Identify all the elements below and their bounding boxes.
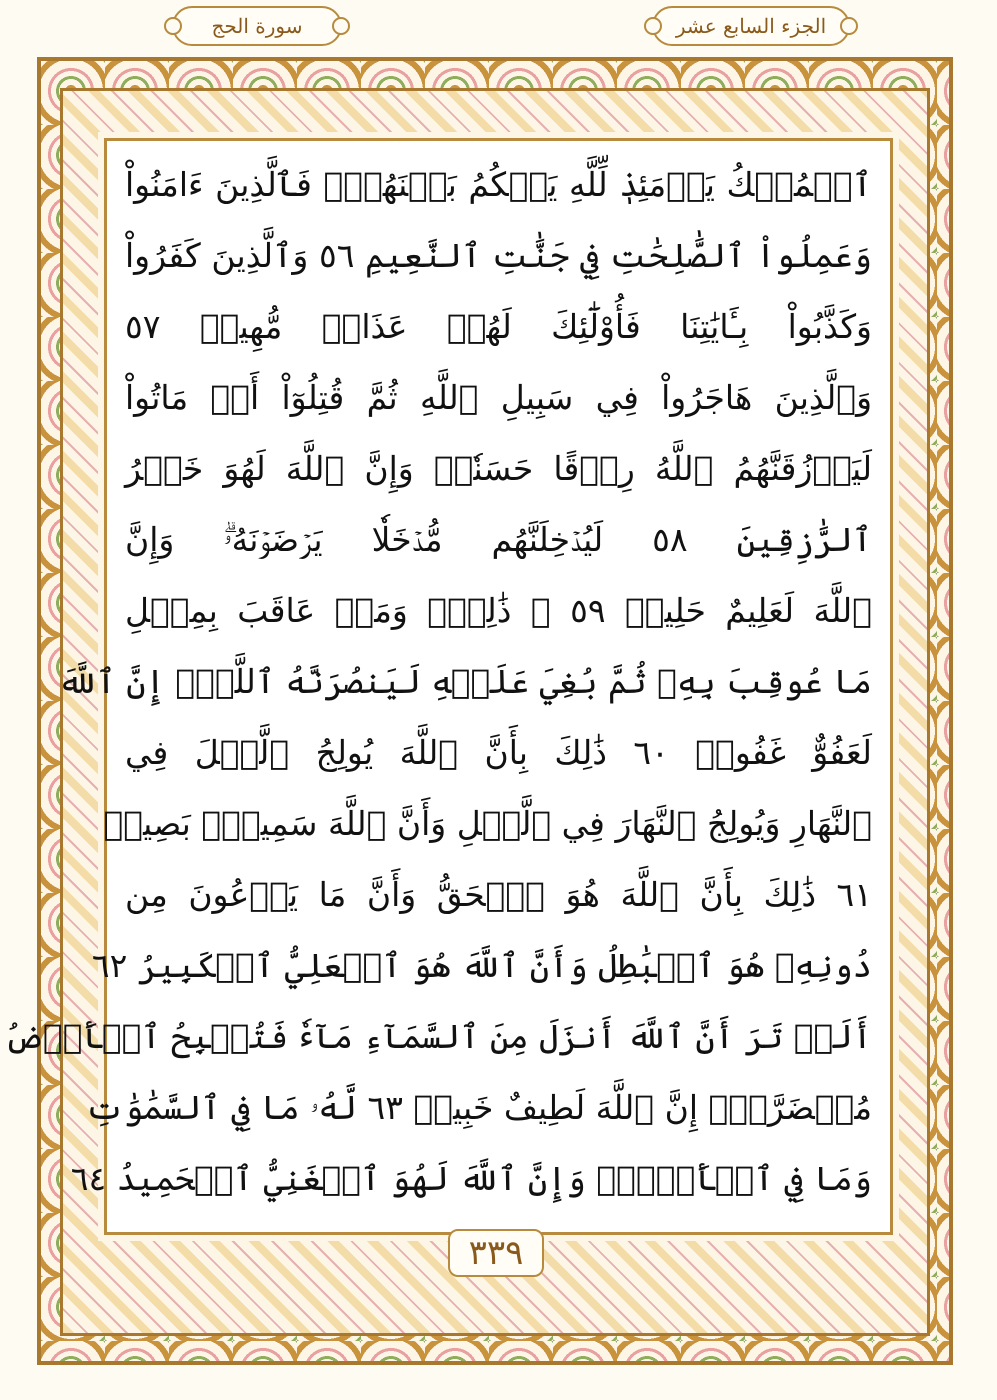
verse-line: ٱللَّهَ لَعَلِيمٌ حَلِيمٞ ٥٩ ۞ ذَٰلِكَۖ وَمَنۡ عَاقَبَ بِمِثۡلِ: [125, 591, 873, 630]
verse-line: لَيَرۡزُقَنَّهُمُ ٱللَّهُ رِزۡقًا حَسَنٗاۚ وَإِنَّ ٱللَّهَ لَهُوَ خَيۡرُ: [125, 449, 872, 488]
quran-text-panel: [4, 138, 893, 1235]
verse-line: ٱلنَّهَارِ وَيُولِجُ ٱلنَّهَارَ فِي ٱلَّيۡلِ وَأَنَّ ٱللَّهَ سَمِيعُۢ بَصِيرٞ: [103, 804, 872, 843]
verse-line: وَٱلَّذِينَ هَاجَرُواْ فِي سَبِيلِ ٱللَّهِ ثُمَّ قُتِلُوٓاْ أَوۡ مَاتُواْ: [125, 378, 872, 417]
verse-line: لَعَفُوٌّ غَفُورٞ ٦٠ ذَٰلِكَ بِأَنَّ ٱللَّهَ يُولِجُ ٱلَّيۡلَ فِي: [125, 733, 872, 772]
page-number: ٣٣٩: [448, 1229, 544, 1277]
juz-header: الجزء السابع عشر: [652, 6, 850, 46]
verse-line: مُخۡضَرَّةًۚ إِنَّ ٱللَّهَ لَطِيفٌ خَبِيرٞ ٦٣ لَّهُۥ مَا فِي ٱلسَّمَٰوَٰتِ: [85, 1088, 872, 1127]
verse-line: وَكَذَّبُواْ بِـَٔايَٰتِنَا فَأُوْلَٰٓئِكَ لَهُمۡ عَذَابٞ مُّهِينٞ ٥٧: [125, 307, 872, 346]
verse-line: وَمَا فِي ٱلۡأَرۡضِۚ وَإِنَّ ٱللَّهَ لَهُوَ ٱلۡغَنِيُّ ٱلۡحَمِيدُ ٦٤: [70, 1159, 872, 1198]
verse-line: مَا عُوقِبَ بِهِۦ ثُمَّ بُغِيَ عَلَيۡهِ لَيَنصُرَنَّهُ ٱللَّهُۚ إِنَّ ٱللَّهَ: [57, 662, 872, 701]
verse-line: دُونِهِۦ هُوَ ٱلۡبَٰطِلُ وَأَنَّ ٱللَّهَ هُوَ ٱلۡعَلِيُّ ٱلۡكَبِيرُ ٦٢: [91, 946, 872, 985]
verse-line: ٦١ ذَٰلِكَ بِأَنَّ ٱللَّهَ هُوَ ٱلۡحَقُّ وَأَنَّ مَا يَدۡعُونَ مِن: [125, 875, 872, 914]
verse-line: ٱلۡمُلۡكُ يَوۡمَئِذٖ لِّلَّهِ يَحۡكُمُ بَيۡنَهُمۡۚ فَٱلَّذِينَ ءَامَنُواْ: [125, 165, 872, 204]
verse-line: أَلَمۡ تَرَ أَنَّ ٱللَّهَ أَنزَلَ مِنَ ٱلسَّمَآءِ مَآءٗ فَتُصۡبِحُ ٱلۡأَرۡضُ: [4, 1017, 872, 1056]
verse-line: ٱلرَّٰزِقِينَ ٥٨ لَيُدۡخِلَنَّهُم مُّدۡخَلٗا يَرۡضَوۡنَهُۥۗ وَإِنَّ: [125, 520, 873, 559]
surah-name-header: سورة الحج: [172, 6, 342, 46]
verse-lines: [4, 155, 873, 1218]
verse-line: وَعَمِلُواْ ٱلصَّٰلِحَٰتِ فِي جَنَّٰتِ ٱلنَّعِيمِ ٥٦ وَٱلَّذِينَ كَفَرُواْ: [125, 236, 872, 275]
